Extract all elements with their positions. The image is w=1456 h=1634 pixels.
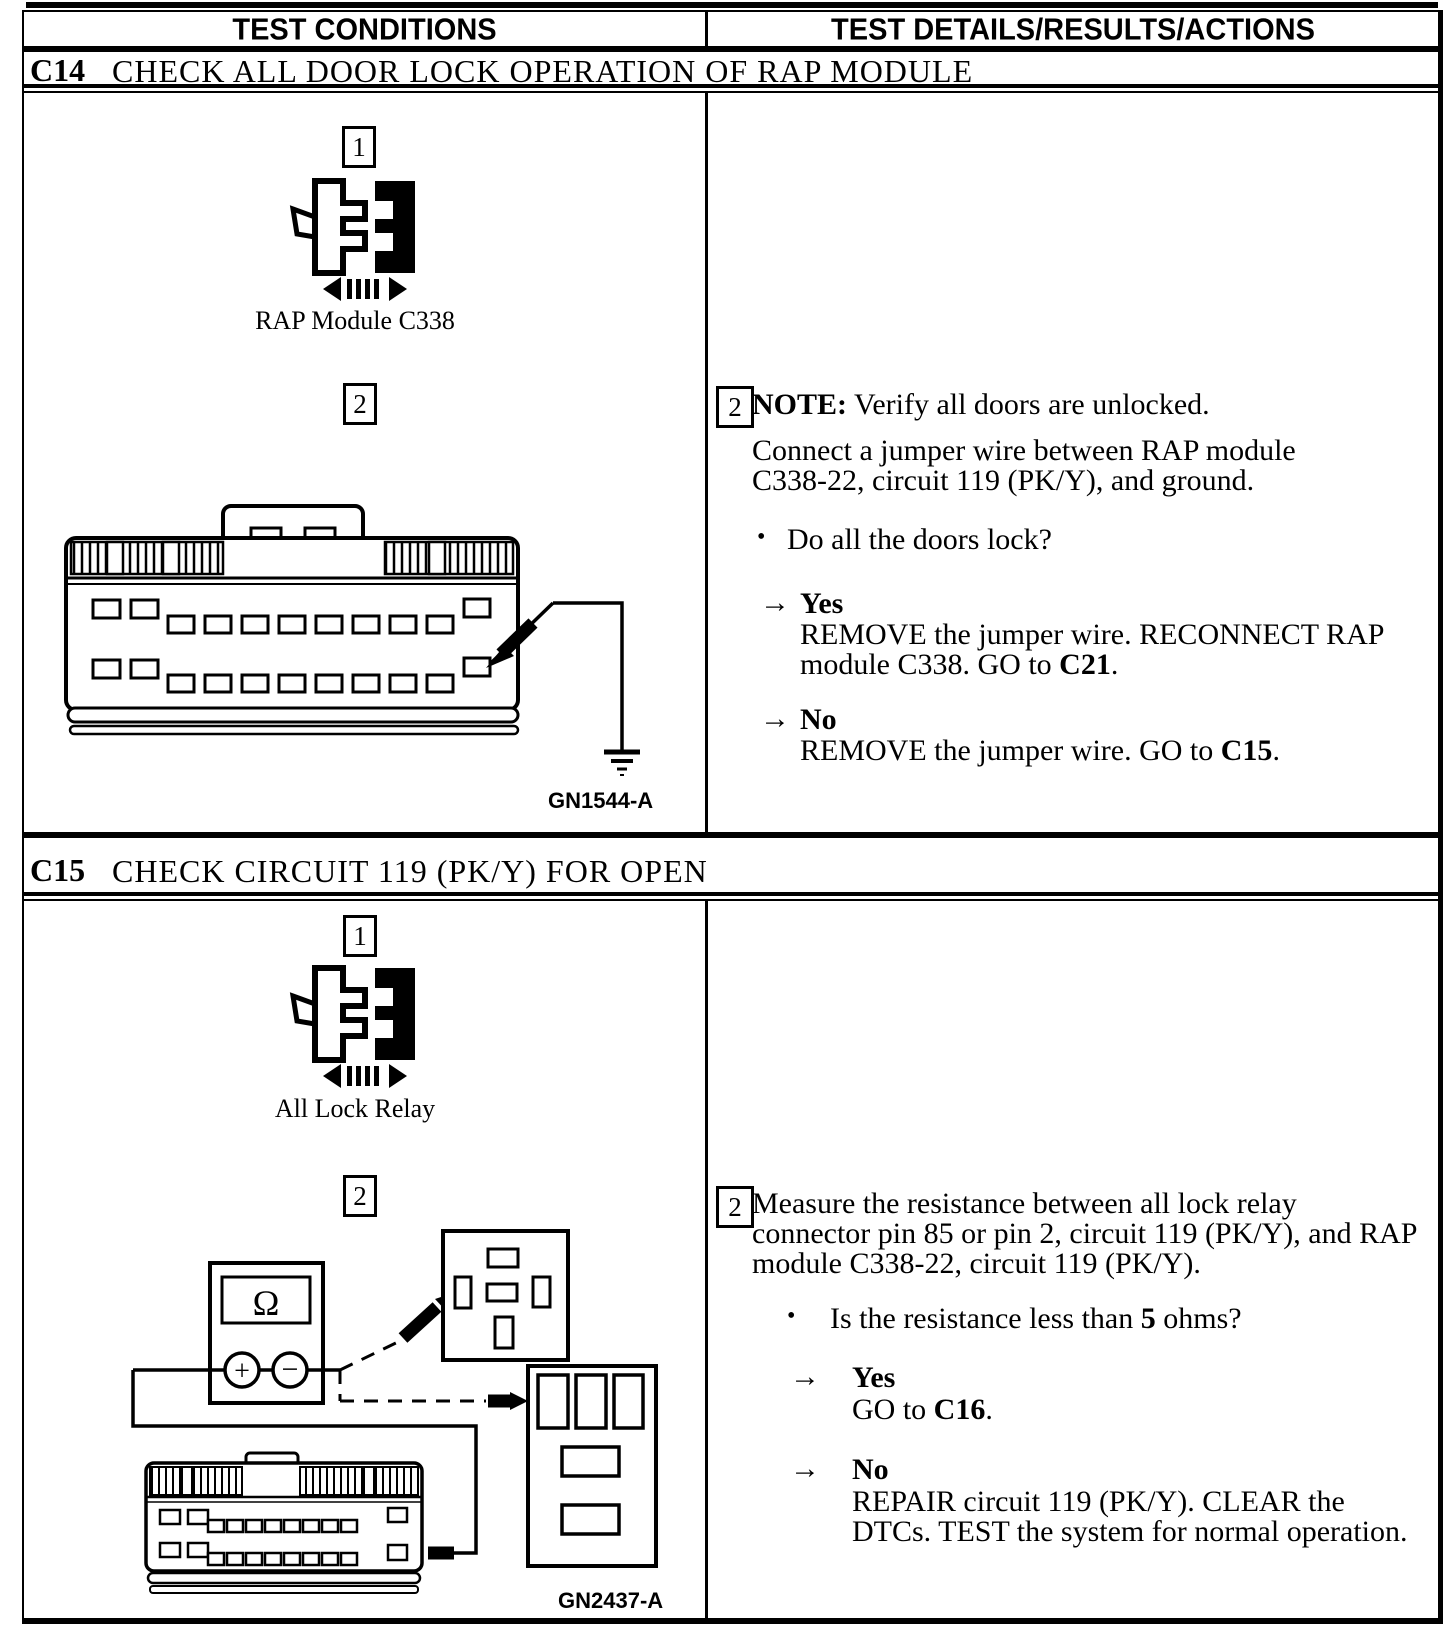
c14-component-label: RAP Module C338	[255, 306, 455, 335]
result-arrow-icon: →	[790, 1360, 820, 1393]
c14-figure-id: GN1544-A	[548, 788, 654, 813]
connector-half-male	[375, 968, 415, 1060]
connector-hatch-right	[385, 542, 513, 574]
table-top-border	[22, 10, 1443, 12]
c15-component-label: All Lock Relay	[274, 1094, 436, 1123]
c15-no-action: REPAIR circuit 119 (PK/Y). CLEAR the DTCs. TEST the system for normal operation.	[852, 1485, 1408, 1548]
c14-body-bottom-rule	[22, 832, 1443, 838]
relay-socket-diagram	[443, 1231, 568, 1360]
plus-jack-label: +	[234, 1356, 250, 1387]
bullet-icon: •	[787, 1303, 796, 1329]
disconnect-connector-icon	[285, 175, 425, 303]
goto-step-ref: C21	[1059, 648, 1111, 681]
c14-question: Do all the doors lock?	[787, 523, 1052, 556]
pin-c338-22	[388, 1545, 407, 1560]
connector-half-female	[315, 968, 365, 1060]
table-bottom-border	[22, 1618, 1443, 1624]
pull-apart-arrows-icon	[323, 277, 407, 301]
c14-title-bottom-rule-thin	[22, 91, 1443, 93]
result-arrow-icon: →	[790, 1452, 820, 1485]
rap-module-connector-small	[146, 1453, 422, 1593]
connector-half-male	[375, 181, 415, 273]
c15-yes-label: Yes	[852, 1361, 896, 1394]
goto-step-ref: C16	[933, 1393, 986, 1426]
socket-pin-2	[538, 1375, 568, 1428]
c15-question: Is the resistance less than 5 ohms?	[830, 1302, 1242, 1335]
probe-arrowhead	[510, 1392, 528, 1410]
c15-title-bottom-rule-thin	[22, 899, 1443, 901]
rap-module-connector-diagram	[55, 500, 645, 800]
goto-step-ref: C15	[1220, 734, 1273, 767]
c14-step-id: C14	[30, 52, 86, 88]
c14-note	[752, 390, 1412, 420]
c15-callout-1-box: 1	[343, 915, 377, 957]
c15-instruction: Measure the resistance between all lock relay connector pin 85 or pin 2, circuit 119 (PK/Y), and RAP module C338-22, circuit 119 (PK/Y).	[752, 1187, 1417, 1280]
c15-figure-id: GN2437-A	[558, 1588, 664, 1613]
probe-plug	[403, 1307, 437, 1338]
c14-yes-label: Yes	[800, 587, 844, 620]
note-label: NOTE:	[752, 388, 848, 421]
pin-c338-22	[464, 658, 490, 676]
c15-detail-step-box: 2	[716, 1186, 754, 1228]
connector-tab	[293, 209, 315, 237]
connector-tab	[293, 996, 315, 1024]
c14-callout-2-box: 2	[343, 383, 377, 425]
resistance-test-diagram	[100, 1195, 660, 1600]
minus-jack-label: −	[281, 1353, 299, 1386]
c14-detail-step-box: 2	[716, 386, 754, 428]
result-arrow-icon: →	[760, 586, 790, 619]
pull-apart-arrows-icon	[323, 1064, 407, 1088]
bullet-icon: •	[757, 524, 766, 550]
socket-pin-85	[455, 1277, 471, 1308]
column-divider-c14	[705, 93, 708, 832]
c15-yes-action: GO to C16.	[852, 1393, 993, 1426]
c15-step-title: CHECK CIRCUIT 119 (PK/Y) FOR OPEN	[112, 853, 708, 889]
connector-lip	[68, 708, 518, 722]
column-divider-c15	[705, 901, 708, 1618]
c14-step-title: CHECK ALL DOOR LOCK OPERATION OF RAP MODULE	[112, 53, 974, 89]
ohm-symbol: Ω	[252, 1283, 280, 1323]
c14-callout-1-box: 1	[342, 126, 376, 168]
c15-step-id: C15	[30, 852, 86, 888]
connector-lip	[148, 1573, 420, 1583]
c15-title-bottom-rule	[22, 892, 1443, 896]
disconnect-connector-icon	[285, 962, 425, 1090]
connector-hatch-left	[71, 542, 223, 574]
c14-instruction: Connect a jumper wire between RAP module C338-22, circuit 119 (PK/Y), and ground.	[752, 434, 1296, 497]
column-header-test-conditions: TEST CONDITIONS	[232, 13, 497, 47]
column-header-test-details: TEST DETAILS/RESULTS/ACTIONS	[831, 13, 1315, 47]
top-scan-bar	[26, 2, 1438, 8]
note-text: Verify all doors are unlocked.	[847, 388, 1210, 421]
relay-connector-diagram	[528, 1366, 656, 1566]
c14-no-action: REMOVE the jumper wire. GO to C15.	[800, 734, 1280, 767]
c15-callout-2-box: 2	[343, 1175, 377, 1217]
table-right-border	[1438, 10, 1443, 1624]
c14-no-label: No	[800, 703, 837, 736]
c15-no-label: No	[852, 1453, 889, 1486]
table-left-border	[22, 10, 24, 1624]
ground-icon	[604, 752, 640, 775]
connector-half-female	[315, 181, 365, 273]
result-arrow-icon: →	[760, 702, 790, 735]
ohmmeter-icon	[210, 1263, 323, 1403]
c14-yes-action: REMOVE the jumper wire. RECONNECT RAP module C338. GO to C21.	[800, 618, 1384, 681]
